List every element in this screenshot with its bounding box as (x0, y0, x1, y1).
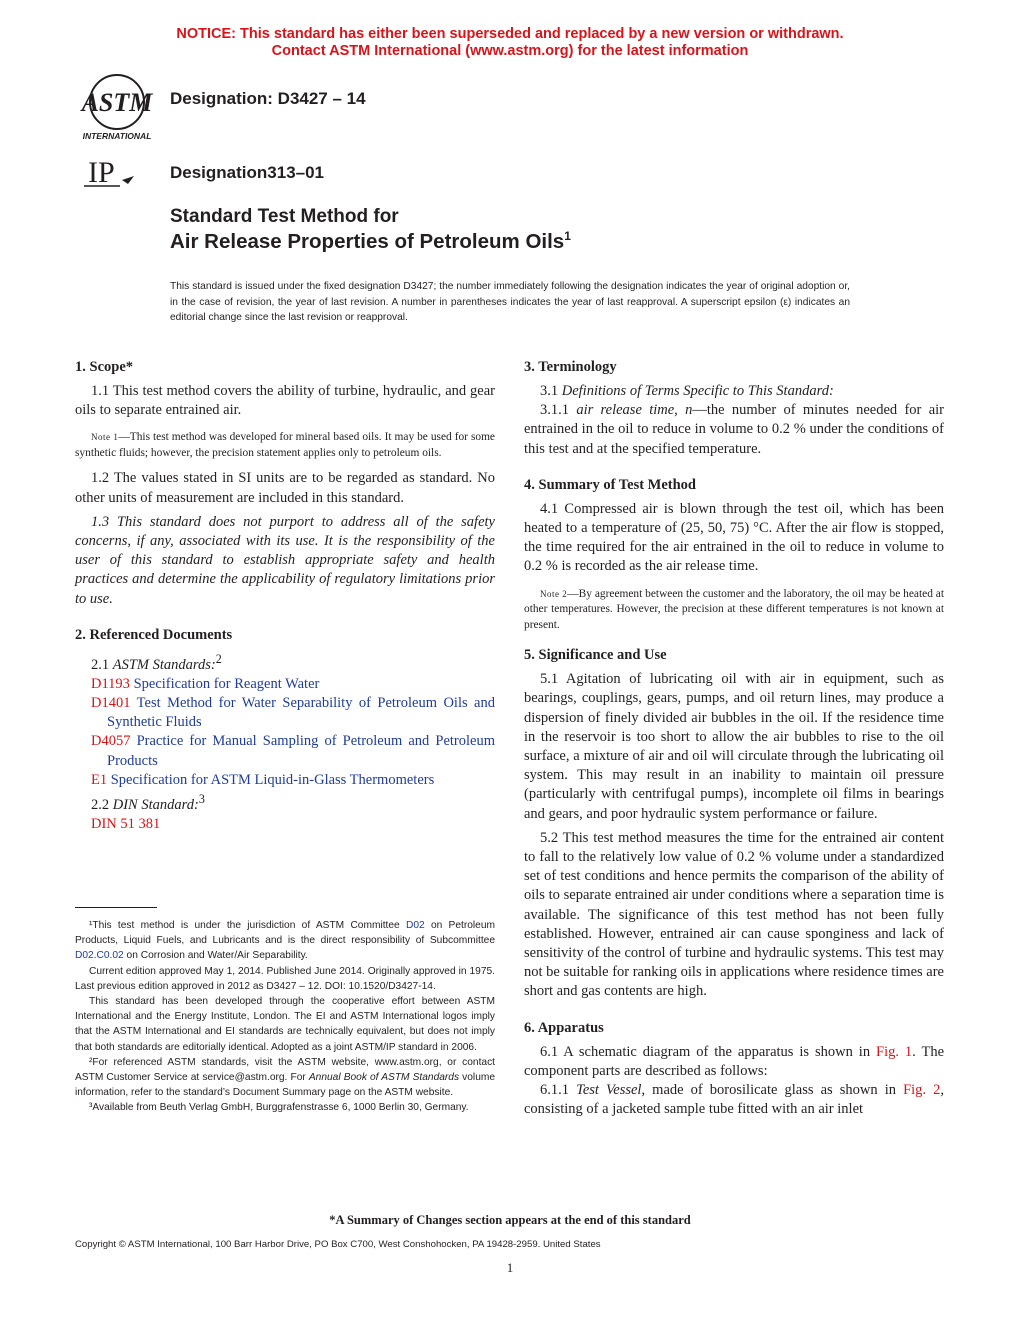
footnote-2-pre: ²For referenced ASTM standards, visit the ASTM website, www.astm.org, or contact ASTM Customer Service at service@astm.org. For (75, 1056, 495, 1084)
term-3-1-label: Definitions of Terms Specific to This Standard: (561, 383, 834, 399)
ip-logo (80, 152, 142, 194)
apparatus-6-1-post: . The component parts are described as follows: (524, 1043, 945, 1079)
note-1-text: —This test method was developed for mineral based oils. It may be used for some synthetic fluids; however, the precision statement applies only to petroleum oils. (75, 431, 495, 459)
title-footnote-ref[interactable]: 1 (564, 229, 571, 243)
ref-title[interactable]: Specification for ASTM Liquid-in-Glass Thermometers (110, 771, 435, 788)
refdocs-2-1-sup[interactable]: 2 (215, 651, 222, 666)
note-1 (75, 430, 495, 461)
apparatus-6-1-pre: 6.1 A schematic diagram of the apparatus is shown in (540, 1043, 877, 1060)
ref-item[interactable] (75, 771, 495, 790)
designation-ip: Designation313–01 (170, 163, 325, 182)
intro-paragraph: This standard is issued under the fixed designation D3427; the number immediately following the designation indicates the year of original adoption or, in the case of revision, the year of last revision. A number in parentheses indicates the year of last reapproval. A superscript epsilon (ε) indicates an editorial change since the last revision or reapproval. (170, 281, 850, 323)
notice-line-1: NOTICE: This standard has either been superseded and replaced by a new version or withdrawn. (176, 26, 844, 42)
ref-title[interactable]: Practice for Manual Sampling of Petroleum and Petroleum Products (107, 733, 495, 769)
footnote-2 (75, 1055, 495, 1101)
term-3-1-num: 3.1 (540, 383, 559, 399)
footnote-1-mid: on Petroleum Products, Liquid Fuels, and Lubricants and is the direct responsibility of Subcommittee (75, 920, 495, 947)
scope-1-2: 1.2 The values stated in SI units are to be regarded as standard. No other units of measurement are included in this standard. (75, 470, 495, 506)
notice-banner (0, 26, 1020, 60)
footnote-rule (75, 907, 157, 908)
scope-1-3: 1.3 This standard does not purport to address all of the safety concerns, if any, associated with its use. It is the responsibility of the user of this standard to establish appropriate safety and health practices and determine the applicability of regulatory limitations prior to use. (75, 513, 495, 607)
note-2-label: Note 2 (540, 588, 568, 599)
page-number: 1 (506, 1260, 514, 1275)
refdocs-2-2-label: DIN Standard: (112, 796, 199, 813)
ref-item[interactable] (75, 732, 495, 770)
designation-astm: Designation: D3427 – 14 (170, 89, 366, 108)
refdocs-2-2-sup[interactable]: 3 (198, 792, 205, 807)
apparatus-6-1-1-term: Test Vessel, (576, 1081, 646, 1098)
section-summary-heading: 4. Summary of Test Method (524, 476, 696, 493)
copyright-line: Copyright © ASTM International, 100 Barr Harbor Drive, PO Box C700, West Conshohocken, PA 19428-2959. United States (75, 1239, 601, 1250)
refdocs-2-1-num: 2.1 (91, 656, 110, 673)
right-column (524, 358, 944, 1119)
footnote-1-joint: This standard has been developed through the cooperative effort between ASTM International and the Energy Institute, London. The EI and ASTM International logos imply that the ASTM International and EI standards are technically equivalent, but does not imply that both standards are editorially identical. Adopted as a joint ASTM/IP standard in 2006. (75, 996, 495, 1053)
ip-logo-text: IP (88, 156, 115, 189)
note-1-label: Note 1 (91, 432, 119, 443)
term-3-1-1-def: —the number of minutes needed for air entrained in the oil to reduce in volume to 0.2 % under the conditions of this test and at the specified temperature. (524, 402, 944, 457)
apparatus-6-1-1 (524, 1081, 944, 1119)
refdocs-2-2 (75, 790, 495, 815)
din-ref-code[interactable]: DIN 51 381 (91, 816, 161, 833)
ref-code[interactable]: D1193 (91, 675, 130, 692)
title-line-2 (170, 229, 571, 254)
section-scope-heading: 1. Scope* (75, 359, 133, 375)
term-3-1-1-term: air release time, n (576, 402, 693, 419)
note-2-text: —By agreement between the customer and the laboratory, the oil may be heated at other temperatures. However, the precision at these different temperatures is not known at present. (524, 587, 944, 631)
section-terminology-heading: 3. Terminology (524, 359, 617, 375)
notice-line-2: Contact ASTM International (www.astm.org) for the latest information (271, 43, 749, 59)
refdocs-2-1-label: ASTM Standards: (112, 656, 216, 673)
ref-code[interactable]: D4057 (91, 733, 131, 750)
ref-code[interactable]: D1401 (91, 695, 131, 712)
ref-item[interactable] (75, 694, 495, 732)
refdocs-2-1 (75, 650, 495, 675)
ref-code[interactable]: E1 (91, 771, 108, 788)
apparatus-6-1-1-post: , consisting of a jacketed sample tube fitted with an air inlet (524, 1081, 945, 1118)
astm-logo-international: INTERNATIONAL (82, 131, 152, 141)
significance-5-1: 5.1 Agitation of lubricating oil with air in equipment, such as bearings, couplings, gears, pumps, and oil return lines, may produce a dispersion of finely divided air bubbles in the oil. If the residence time in the reservoir is too short to allow the air bubbles to rise to the oil surface, a mixture of air and oil will circulate through the lubricating oil system. This may result in an inability to maintain oil pressure (particularly with centrifugal pumps), incomplete oil films in bearings and gears, and poor hydraulic system performance or failure. (524, 671, 944, 822)
fig-2-link[interactable]: Fig. 2 (903, 1081, 941, 1098)
footnotes (75, 918, 495, 1116)
term-3-1-1-num: 3.1.1 (540, 402, 569, 419)
scope-1-1: 1.1 This test method covers the ability of turbine, hydraulic, and gear oils to separate entrained air. (75, 383, 495, 419)
note-2 (524, 587, 944, 634)
summary-of-changes-note: *A Summary of Changes section appears at the end of this standard (329, 1213, 691, 1227)
term-3-1 (524, 382, 944, 401)
subcommittee-link[interactable]: D02.C0.02 (75, 950, 124, 962)
title-text: Air Release Properties of Petroleum Oils (170, 229, 565, 253)
footnote-2-post: volume information, refer to the standard’s Document Summary page on the ASTM website. (75, 1072, 496, 1099)
title-line-1: Standard Test Method for (170, 206, 399, 227)
apparatus-6-1-1-num: 6.1.1 (540, 1081, 569, 1098)
significance-5-2: 5.2 This test method measures the time for the entrained air content to fall to the relatively low value of 0.2 % volume under a standardized set of test conditions and hence permits the comparison of the ability of oils to separate entrained air under conditions where a separation time is available. The significance of this test method has not been fully established. However, entrained air can cause sponginess and lack of sensitivity of the control of turbine and hydraulic systems. This test may not be suitable for ranking oils in applications where residence times are short and gas contents are high. (524, 829, 944, 1000)
fig-1-link[interactable]: Fig. 1 (876, 1043, 913, 1060)
footnote-2-italic: Annual Book of ASTM Standards (308, 1072, 460, 1084)
section-refdocs-heading: 2. Referenced Documents (75, 626, 233, 643)
section-significance-heading: 5. Significance and Use (524, 647, 667, 664)
section-apparatus-heading: 6. Apparatus (524, 1019, 604, 1036)
astm-logo (72, 72, 162, 142)
committee-link[interactable]: D02 (405, 920, 425, 931)
ref-item[interactable] (75, 675, 495, 694)
ref-title[interactable]: Test Method for Water Separability of Petroleum Oils and Synthetic Fluids (107, 695, 495, 731)
term-3-1-1 (524, 401, 944, 459)
footnote-1-edition: Current edition approved May 1, 2014. Published June 2014. Originally approved in 1975. Last previous edition approved in 2012 as D3427 – 12. DOI: 10.1520/D3427-14. (75, 965, 495, 992)
left-column (75, 358, 495, 834)
astm-logo-text: ASTM (81, 88, 153, 117)
footnote-1-pre: ¹This test method is under the jurisdiction of ASTM Committee (89, 920, 406, 931)
apparatus-6-1-1-pre: made of borosilicate glass as shown in (645, 1081, 904, 1098)
summary-4-1: 4.1 Compressed air is blown through the test oil, which has been heated to a temperature of (25, 50, 75) °C. After the air flow is stopped, the time required for the air entrained in the oil to reduce in volume to 0.2 % is recorded as the air release time. (524, 500, 944, 575)
apparatus-6-1 (524, 1043, 944, 1081)
footnote-3: ³Available from Beuth Verlag GmbH, Burggrafenstrasse 6, 1000 Berlin 30, Germany. (89, 1102, 469, 1114)
footnote-1-post: on Corrosion and Water/Air Separability. (123, 950, 308, 962)
ref-title[interactable]: Specification for Reagent Water (133, 675, 320, 692)
refdocs-2-2-num: 2.2 (91, 796, 110, 813)
ref-item-din[interactable] (75, 815, 495, 834)
footnote-1 (75, 918, 495, 964)
